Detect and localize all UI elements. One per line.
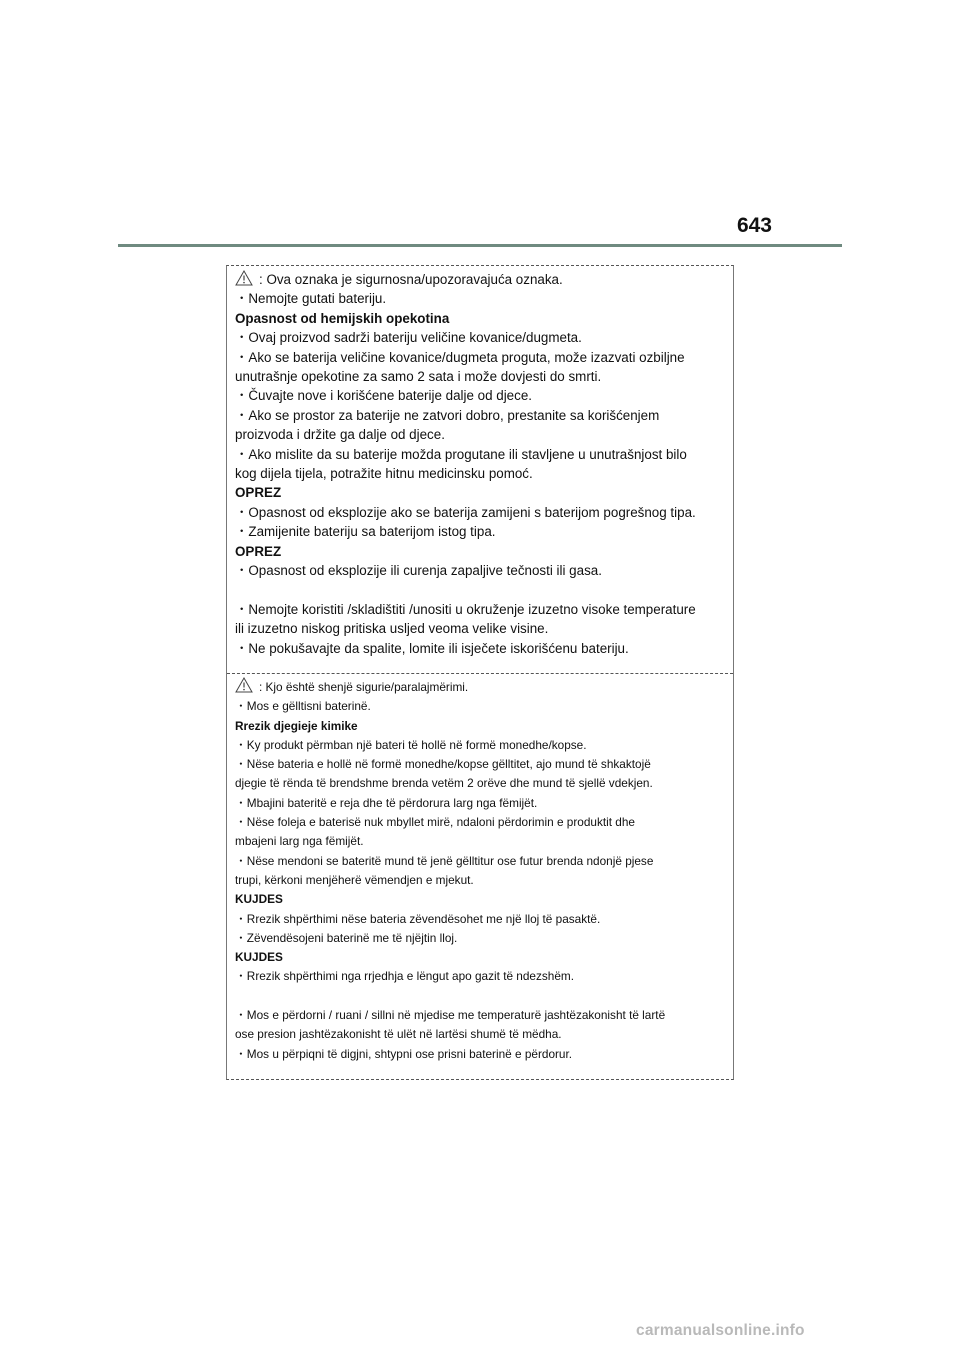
header-rule [118,244,842,247]
warning-line: ・Nemojte gutati bateriju. [235,291,387,307]
warning-line: ・Rrezik shpërthimi nga rrjedhja e lëngut apo gazit të ndezshëm. [235,969,575,984]
blank-line [235,987,727,1006]
warning-line: trupi, kërkoni menjëherë vëmendjen e mjekut. [235,872,474,887]
warning-line: ・Zëvendësojeni baterinë me të njëjtin lloj. [235,930,458,945]
warning-line: ・Ne pokušavajte da spalite, lomite ili isječete iskorišćenu bateriju. [235,640,629,656]
warning-line: ose presion jashtëzakonisht të ulët në lartësi shumë të mëdha. [235,1027,562,1042]
warning-line: proizvoda i držite ga dalje od djece. [235,427,445,443]
warning-heading: KUJDES [235,892,283,907]
warning-line: ・Mbajini bateritë e reja dhe të përdorura larg nga fëmijët. [235,795,538,810]
battery-warning-box [226,265,734,1080]
warning-line: ・Mos u përpiqni të digjni, shtypni ose prisni baterinë e përdorur. [235,1046,573,1061]
warning-heading: OPREZ [235,485,282,501]
warning-line: ・Čuvajte nove i korišćene baterije dalje od djece. [235,388,532,404]
warning-line: ili izuzetno niskog pritiska usljed veoma velike visine. [235,621,549,637]
warning-line: ・Ako mislite da su baterije možda progutane ili stavljene u unutrašnjost bilo [235,446,687,462]
warning-symbol-line [235,270,727,289]
warning-lines-albanian [235,697,727,1064]
warning-line: ・Nemojte koristiti /skladištiti /unositi u okruženje izuzetno visoke temperature [235,601,696,617]
warning-line: mbajeni larg nga fëmijët. [235,834,364,849]
warning-line: unutrašnje opekotine za samo 2 sata i može dovjesti do smrti. [235,369,602,385]
warning-heading: KUJDES [235,950,283,965]
warning-symbol-line [235,677,727,697]
warning-section-albanian [235,677,727,1064]
blank-line [235,581,727,600]
warning-triangle-icon [235,677,253,693]
warning-section-bosnian [235,270,727,658]
warning-heading: Opasnost od hemijskih opekotina [235,310,450,326]
section-divider [227,673,733,674]
warning-line: ・Opasnost od eksplozije ili curenja zapaljive tečnosti ili gasa. [235,563,602,579]
warning-line: ・Opasnost od eksplozije ako se baterija zamijeni s baterijom pogrešnog tipa. [235,504,696,520]
warning-line: ・Nëse bateria e hollë në formë monedhe/kopse gëlltitet, ajo mund të shkaktojë [235,757,651,772]
warning-triangle-icon [235,270,253,286]
warning-line: ・Mos e përdorni / ruani / sillni në mjedise me temperaturë jashtëzakonisht të lartë [235,1008,666,1023]
warning-line: ・Zamijenite bateriju sa baterijom istog tipa. [235,524,496,540]
warning-line: ・Nëse mendoni se bateritë mund të jenë gëlltitur ose futur brenda ndonjë pjese [235,853,654,868]
warning-line: ・Ako se prostor za baterije ne zatvori dobro, prestanite sa korišćenjem [235,407,660,423]
warning-symbol-text: : Kjo është shenjë sigurie/paralajmërimi. [259,680,469,694]
warning-line: ・Ako se baterija veličine kovanice/dugmeta proguta, može izazvati ozbiljne [235,349,685,365]
warning-line: ・Rrezik shpërthimi nëse bateria zëvendësohet me një lloj të pasaktë. [235,911,601,926]
warning-line: ・Ovaj proizvod sadrži bateriju veličine kovanice/dugmeta. [235,330,582,346]
warning-symbol-text: : Ova oznaka je sigurnosna/upozoravajuća oznaka. [259,272,563,287]
watermark-text: carmanualsonline.info [636,1322,805,1339]
warning-lines-bosnian [235,289,727,658]
warning-line: djegie të rënda të brendshme brenda vetëm 2 orëve dhe mund të sjellë vdekjen. [235,776,653,791]
warning-line: ・Ky produkt përmban një bateri të hollë në formë monedhe/kopse. [235,737,587,752]
warning-heading: OPREZ [235,543,282,559]
warning-heading: Rrezik djegieje kimike [235,718,358,733]
warning-line: ・Mos e gëlltisni baterinë. [235,699,371,714]
warning-line: ・Nëse foleja e baterisë nuk mbyllet mirë, ndaloni përdorimin e produktit dhe [235,815,635,830]
page-number: 643 [736,214,772,237]
warning-line: kog dijela tijela, potražite hitnu medicinsku pomoć. [235,466,533,482]
